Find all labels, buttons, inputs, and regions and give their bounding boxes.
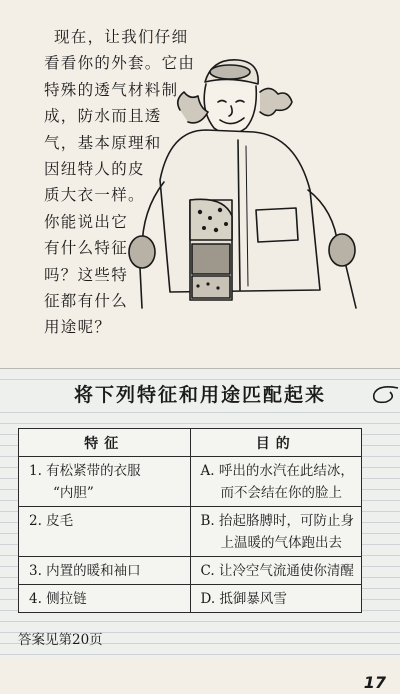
feature-text: 2. 皮毛 [29, 513, 74, 529]
table-row [19, 585, 362, 613]
purpose-cell [190, 507, 362, 557]
activity-title [0, 380, 400, 407]
table-row [19, 457, 362, 507]
feature-cell [19, 457, 191, 507]
story-line: 用途呢？ [44, 318, 112, 337]
header-purpose: 目的 [190, 429, 362, 457]
feature-text: “内胆” [53, 485, 94, 501]
story-line: 气，基本原理和 [44, 133, 162, 152]
purpose-text: B. 抬起胳膊时，可防止身 [200, 513, 355, 529]
feature-cell [19, 507, 191, 557]
story-line: 有什么特征 [44, 239, 129, 258]
answer-note: 答案见第20页 [18, 632, 103, 648]
header-feature: 特征 [19, 429, 191, 457]
story-line: 现在，让我们仔细 [54, 28, 189, 46]
purpose-text: A. 呼出的水汽在此结冰， [200, 463, 354, 479]
feature-cell [19, 557, 191, 585]
purpose-text: D. 抵御暴风雪 [200, 591, 287, 607]
purpose-text: C. 让冷空气流通使你清醒 [200, 563, 354, 579]
story-line: 特殊的透气材料制 [44, 80, 179, 99]
activity-title-text: 将下列特征和用途匹配起来 [68, 384, 332, 406]
purpose-cell [190, 557, 362, 585]
feature-cell [19, 585, 191, 613]
page-number: 17 [363, 673, 386, 692]
story-line: 你能说出它 [44, 212, 129, 231]
purpose-cell [190, 585, 362, 613]
parka-illustration [120, 40, 380, 310]
story-line: 看看你的外套。它由 [44, 54, 196, 73]
swirl-decoration-icon [368, 384, 400, 408]
story-line: 质大衣一样。 [44, 186, 145, 205]
feature-text: 4. 侧拉链 [29, 591, 87, 607]
story-line: 吗？这些特 [44, 265, 129, 284]
purpose-text: 而不会结在你的脸上 [220, 485, 342, 501]
story-line: 征都有什么 [44, 292, 129, 311]
purpose-cell [190, 457, 362, 507]
table-row [19, 507, 362, 557]
feature-text: 1. 有松紧带的衣服 [29, 463, 141, 479]
table-row [19, 557, 362, 585]
purpose-text: 上温暖的气体跑出去 [220, 535, 342, 551]
story-line: 成，防水而且透 [44, 107, 162, 126]
story-line: 因纽特人的皮 [44, 160, 145, 179]
feature-text: 3. 内置的暖和袖口 [29, 563, 141, 579]
matching-table [18, 428, 362, 613]
table-header-row [19, 429, 362, 457]
